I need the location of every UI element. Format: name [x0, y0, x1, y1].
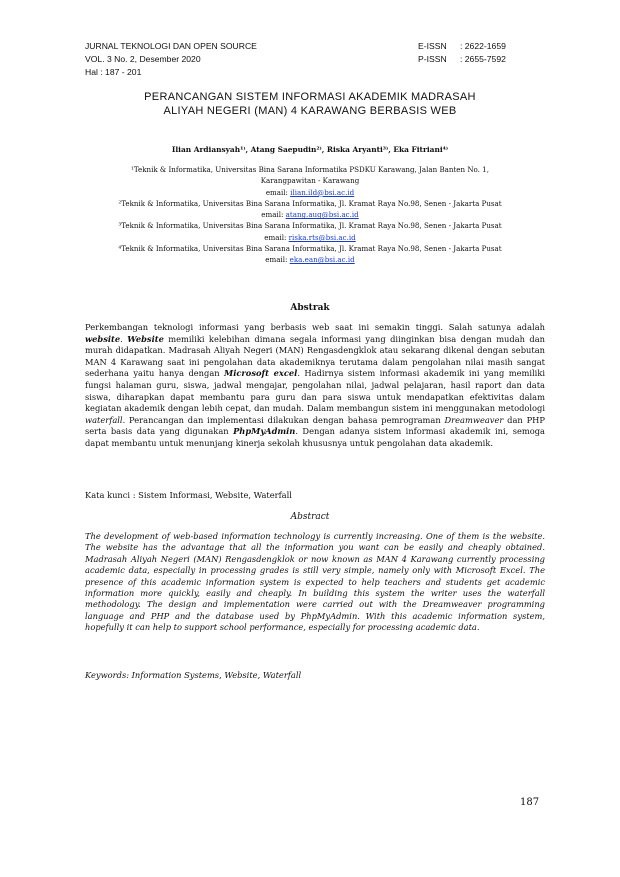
page-number: 187: [520, 797, 540, 808]
abstract-body: The development of web-based information technology is currently increasing. One of them is the website. The website has the advantage that all the information you want can be easily and cheaply obtained. Madrasah Aliyah Negeri (MAN) Rengasdengklok or now known as MAN 4 Karawang currently processing academic data, especially in processing grades is still very simple, namely only with Microsoft Excel. The presence of this academic information system is expected to help teachers and students get academic information more quickly, easily and cheaply. In building this system the writer uses the waterfall methodology. The design and implementation were carried out with the Dreamweaver programming language and PHP and the database used by PhpMyAdmin. With this academic information system, hopefully it can help to support school performance, especially for processing academic data.: [85, 531, 545, 633]
paper-title: [80, 90, 540, 118]
affiliation-2: ²Teknik & Informatika, Universitas Bina Sarana Informatika, Jl. Kramat Raya No.98, Senen - Jakarta Pusat email: atang.aug@bsi.ac.id: [118, 198, 502, 220]
abstract-heading: Abstract: [290, 512, 330, 522]
pissn-label: P-ISSN: [418, 54, 447, 64]
term-excel: Microsoft excel: [224, 368, 298, 379]
abstrak-heading: Abstrak: [290, 303, 330, 313]
affiliation-4: ⁴Teknik & Informatika, Universitas Bina Sarana Informatika, Jl. Kramat Raya No.98, Senen - Jakarta Pusat email: eka.ean@bsi.ac.id: [118, 244, 502, 265]
title-line-2: ALIYAH NEGERI (MAN) 4 KARAWANG BERBASIS WEB: [163, 105, 457, 117]
term-phpmyadmin: PhpMyAdmin: [233, 426, 296, 437]
journal-name: JURNAL TEKNOLOGI DAN OPEN SOURCE: [85, 41, 257, 51]
affiliations: [85, 164, 535, 266]
affiliation-1: ¹Teknik & Informatika, Universitas Bina Sarana Informatika PSDKU Karawang, Jalan Banten No. 1, Karangpawitan - Karawang email: ilian.ild@bsi.ac.id: [131, 165, 489, 197]
term-website-2: Website: [127, 333, 164, 344]
eissn-value: : 2622-1659: [460, 41, 506, 51]
term-waterfall: waterfall: [85, 414, 123, 425]
email-link-3[interactable]: riska.rts@bsi.ac.id: [288, 232, 356, 242]
term-website: website: [85, 333, 121, 344]
kata-kunci: Kata kunci : Sistem Informasi, Website, Waterfall: [85, 490, 292, 500]
title-line-1: PERANCANGAN SISTEM INFORMASI AKADEMIK MADRASAH: [144, 91, 476, 103]
author-list: Ilian Ardiansyah¹⁾, Atang Saepudin²⁾, Riska Aryanti³⁾, Eka Fitriani⁴⁾: [171, 145, 449, 154]
pissn-value: : 2655-7592: [460, 54, 506, 64]
journal-header: [85, 40, 257, 79]
eissn-label: E-ISSN: [418, 41, 447, 51]
term-dreamweaver: Dreamweaver: [444, 414, 504, 425]
email-link-4[interactable]: eka.ean@bsi.ac.id: [289, 255, 355, 265]
email-link-1[interactable]: ilian.ild@bsi.ac.id: [290, 187, 355, 197]
email-link-2[interactable]: atang.aug@bsi.ac.id: [285, 210, 359, 220]
journal-pages: Hal : 187 - 201: [85, 67, 142, 77]
affiliation-3: ³Teknik & Informatika, Universitas Bina Sarana Informatika, Jl. Kramat Raya No.98, Senen - Jakarta Pusat email: riska.rts@bsi.ac.id: [118, 221, 502, 242]
keywords-en: Keywords: Information Systems, Website, Waterfall: [85, 670, 302, 680]
issn-block: [418, 40, 506, 66]
abstrak-body: Perkembangan teknologi informasi yang berbasis web saat ini semakin tinggi. Salah satunya adalah website. Website memiliki kelebihan dimana segala informasi yang diinginkan bisa dengan mudah dan murah didapatkan. Madrasah Aliyah Negeri (MAN) Rengasdengklok atau sekarang dikenal dengan sebutan MAN 4 Karawang saat ini pengolahan data akademiknya terutama dalam pengolahan nilai masih sangat sederhana yaitu hanya dengan Microsoft excel. Hadirnya sistem informasi akademik ini yang memiliki fungsi halaman guru, siswa, jadwal mengajar, pengolahan nilai, jadwal pelajaran, hasil raport dan data siswa, diharapkan dapat membantu para guru dan para siswa untuk mendapatkan efektivitas dalam kegiatan akademik dengan lebih cepat, dan mudah. Dalam membangun sistem ini menggunakan metodologi waterfall. Perancangan dan implementasi dilakukan dengan bahasa pemrograman Dreamweaver dan PHP serta basis data yang digunakan PhpMyAdmin. Dengan adanya sistem informasi akademik ini, semoga dapat membantu untuk menunjang kinerja sekolah khususnya untuk pengolahan data akademik.: [85, 322, 546, 448]
journal-volume: VOL. 3 No. 2, Desember 2020: [85, 54, 201, 64]
